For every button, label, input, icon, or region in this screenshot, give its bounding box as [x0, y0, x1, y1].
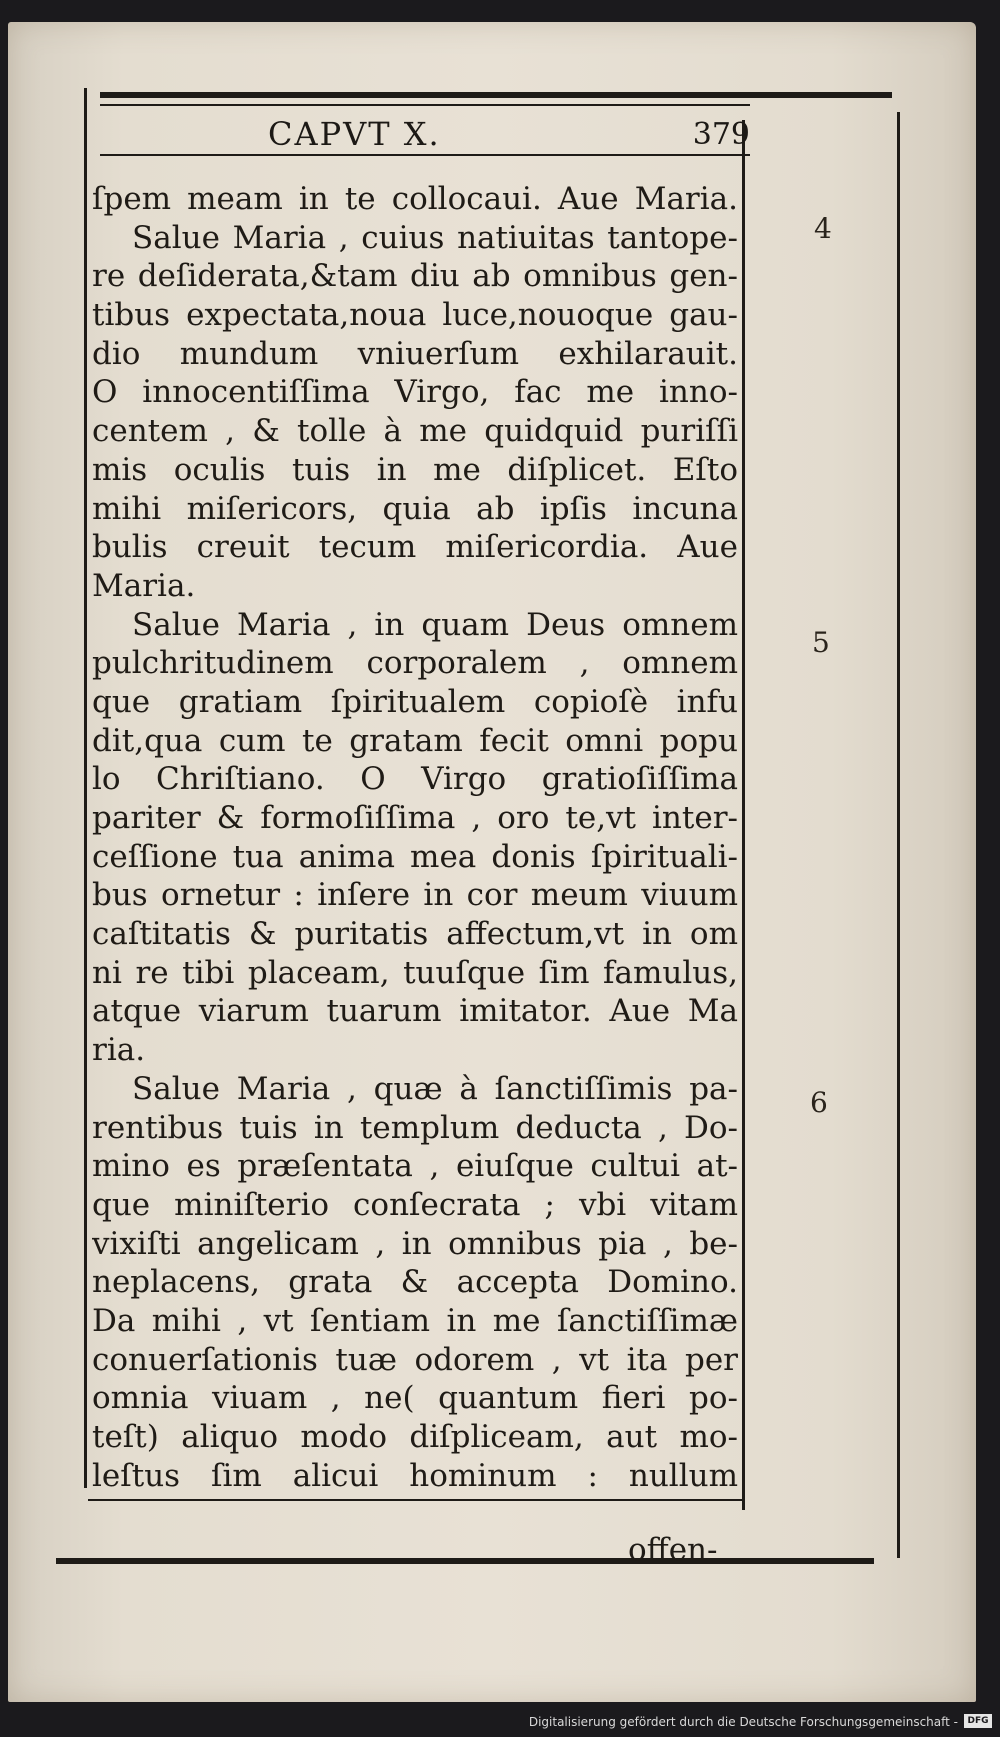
text-line: ni re tibi placeam, tuuſque ſim famulus,: [92, 954, 738, 991]
text-line: dio mundum vniuerſum exhilarauit.: [92, 335, 738, 372]
bottom-outer-rule: [56, 1558, 874, 1564]
text-line: que gratiam ſpiritualem copioſè infu: [92, 683, 738, 720]
text-line: caſtitatis & puritatis affectum,vt in om: [92, 916, 738, 953]
text-line: Salue Maria , quæ à ſanctiſſimis pa-: [132, 1070, 738, 1107]
left-frame-rule: [84, 88, 87, 1488]
text-line: teſt) aliquo modo diſpliceam, aut mo-: [92, 1419, 738, 1455]
text-line: bulis creuit tecum miſericordia. Aue: [92, 529, 738, 566]
book-page: [8, 22, 976, 1702]
top-inner-rule: [100, 104, 750, 106]
text-line: dit,qua cum te gratam fecit omni popu: [92, 722, 738, 759]
text-line: pulchritudinem corporalem , omnem: [92, 645, 738, 682]
text-line: pariter & formoſiſſima , oro te,vt inter-: [92, 800, 738, 836]
funding-footer: [0, 1707, 1000, 1737]
margin-number: 6: [810, 1086, 828, 1119]
text-line: mihi miſericors, quia ab ipſis incuna: [92, 490, 738, 527]
margin-number: 4: [814, 212, 832, 245]
running-title: CAPVT X.: [268, 115, 441, 153]
text-line: rentibus tuis in templum deducta , Do-: [92, 1109, 738, 1146]
text-line: re deſiderata,&tam diu ab omnibus gen-: [92, 258, 738, 295]
body-text: [92, 180, 738, 1495]
text-line: Salue Maria , cuius natiuitas tantope-: [132, 219, 738, 256]
text-line: mis oculis tuis in me diſplicet. Eſto: [92, 451, 738, 488]
page-number: 379: [692, 117, 750, 152]
text-line: mino es præſentata , eiuſque cultui at-: [92, 1148, 738, 1185]
bottom-inner-rule: [88, 1499, 744, 1501]
text-line: Maria.: [92, 567, 196, 604]
text-line: centem , & tolle à me quidquid puriſſi: [92, 413, 738, 450]
running-header: [100, 115, 750, 155]
catchword: offen-: [628, 1532, 718, 1568]
text-line: conuerſationis tuæ odorem , vt ita per: [92, 1341, 738, 1378]
text-line: tibus expectata,noua luce,nouoque gau-: [92, 297, 738, 334]
text-line: vixiſti angelicam , in omnibus pia , be-: [92, 1225, 738, 1262]
text-line: lo Chriſtiano. O Virgo gratioſiſſima: [92, 761, 738, 798]
text-line: leſtus ſim alicui hominum : nullum: [92, 1457, 738, 1494]
top-outer-rule: [100, 92, 892, 98]
text-line: ſpem meam in te collocaui. Aue Maria.: [92, 181, 738, 217]
text-line: ria.: [92, 1032, 146, 1069]
funding-credit: Digitalisierung gefördert durch die Deutsche Forschungsgemeinschaft -: [528, 1715, 958, 1729]
text-line: bus ornetur : inſere in cor meum viuum: [92, 877, 738, 914]
text-line: neplacens, grata & accepta Domino.: [92, 1264, 738, 1301]
margin-frame-rule: [897, 112, 900, 1558]
text-line: O innocentiſſima Virgo, fac me inno-: [92, 374, 738, 411]
text-line: que miniſterio conſecrata ; vbi vitam: [92, 1186, 738, 1223]
text-line: omnia viuam , ne( quantum fieri po-: [92, 1380, 738, 1417]
text-line: atque viarum tuarum imitator. Aue Ma: [92, 993, 738, 1030]
margin-number: 5: [812, 626, 830, 659]
text-line: ceſſione tua anima mea donis ſpirituali-: [92, 838, 738, 875]
dfg-logo-icon: DFG: [964, 1714, 992, 1728]
text-column-rule: [742, 120, 745, 1510]
text-line: Salue Maria , in quam Deus omnem: [132, 606, 738, 643]
text-line: Da mihi , vt ſentiam in me ſanctiſſimæ: [92, 1302, 738, 1339]
